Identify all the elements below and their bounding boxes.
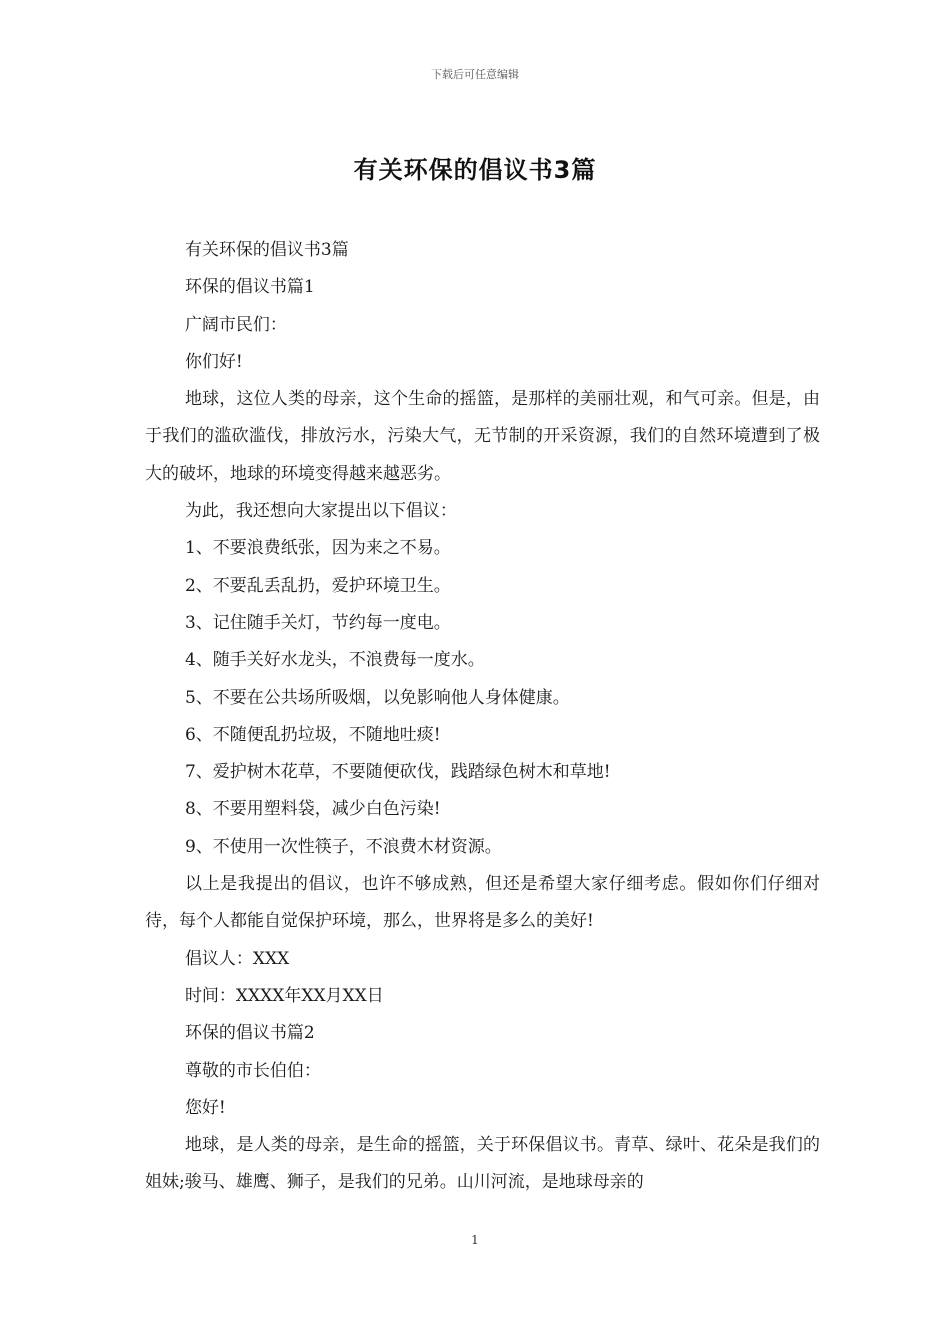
list-item: 4、随手关好水龙头，不浪费每一度水。 [184,650,485,671]
paragraph: 为此，我还想向大家提出以下倡议： [184,501,457,522]
signature-line: 倡议人：XXX [184,948,290,969]
list-item: 3、记住随手关灯，节约每一度电。 [184,612,451,633]
section-heading: 环保的倡议书篇2 [184,1023,315,1044]
paragraph: 地球，这位人类的母亲，这个生命的摇篮，是那样的美丽壮观，和气可亲。但是，由于我们的滥砍滥伐，排放污水，污染大气，无节制的开采资源，我们的自然环境遭到了极大的破坏，地球的环境变得越来越恶劣。 [145,389,820,484]
document-title: 有关环保的倡议书3篇 [353,156,597,184]
list-item: 5、不要在公共场所吸烟，以免影响他人身体健康。 [184,687,570,708]
page-number: 1 [471,1233,479,1247]
paragraph: 以上是我提出的倡议，也许不够成熟，但还是希望大家仔细考虑。假如你们仔细对待，每个人都能自觉保护环境，那么，世界将是多么的美好! [145,874,820,932]
list-item: 6、不随便乱扔垃圾，不随地吐痰! [184,724,441,745]
greeting: 您好! [184,1097,226,1118]
paragraph: 有关环保的倡议书3篇 [184,240,349,260]
salutation: 广阔市民们： [184,314,287,335]
list-item: 9、不使用一次性筷子，不浪费木材资源。 [184,836,502,857]
list-item: 1、不要浪费纸张，因为来之不易。 [184,538,451,559]
list-item: 8、不要用塑料袋，减少白色污染! [184,799,441,820]
paragraph: 地球，是人类的母亲，是生命的摇篮，关于环保倡议书。青草、绿叶、花朵是我们的姐妹;骏马、雄鹰、狮子，是我们的兄弟。山川河流，是地球母亲的 [145,1135,820,1193]
date-line: 时间：XXXX年XX月XX日 [184,985,384,1006]
section-heading: 环保的倡议书篇1 [184,277,315,298]
greeting: 你们好! [184,351,243,372]
page-header: 下载后可任意编辑 [431,68,519,81]
document-body [145,232,820,1202]
list-item: 7、爱护树木花草，不要随便砍伐，践踏绿色树木和草地! [184,762,611,783]
salutation: 尊敬的市长伯伯： [184,1060,321,1081]
list-item: 2、不要乱丢乱扔，爱护环境卫生。 [184,575,451,596]
